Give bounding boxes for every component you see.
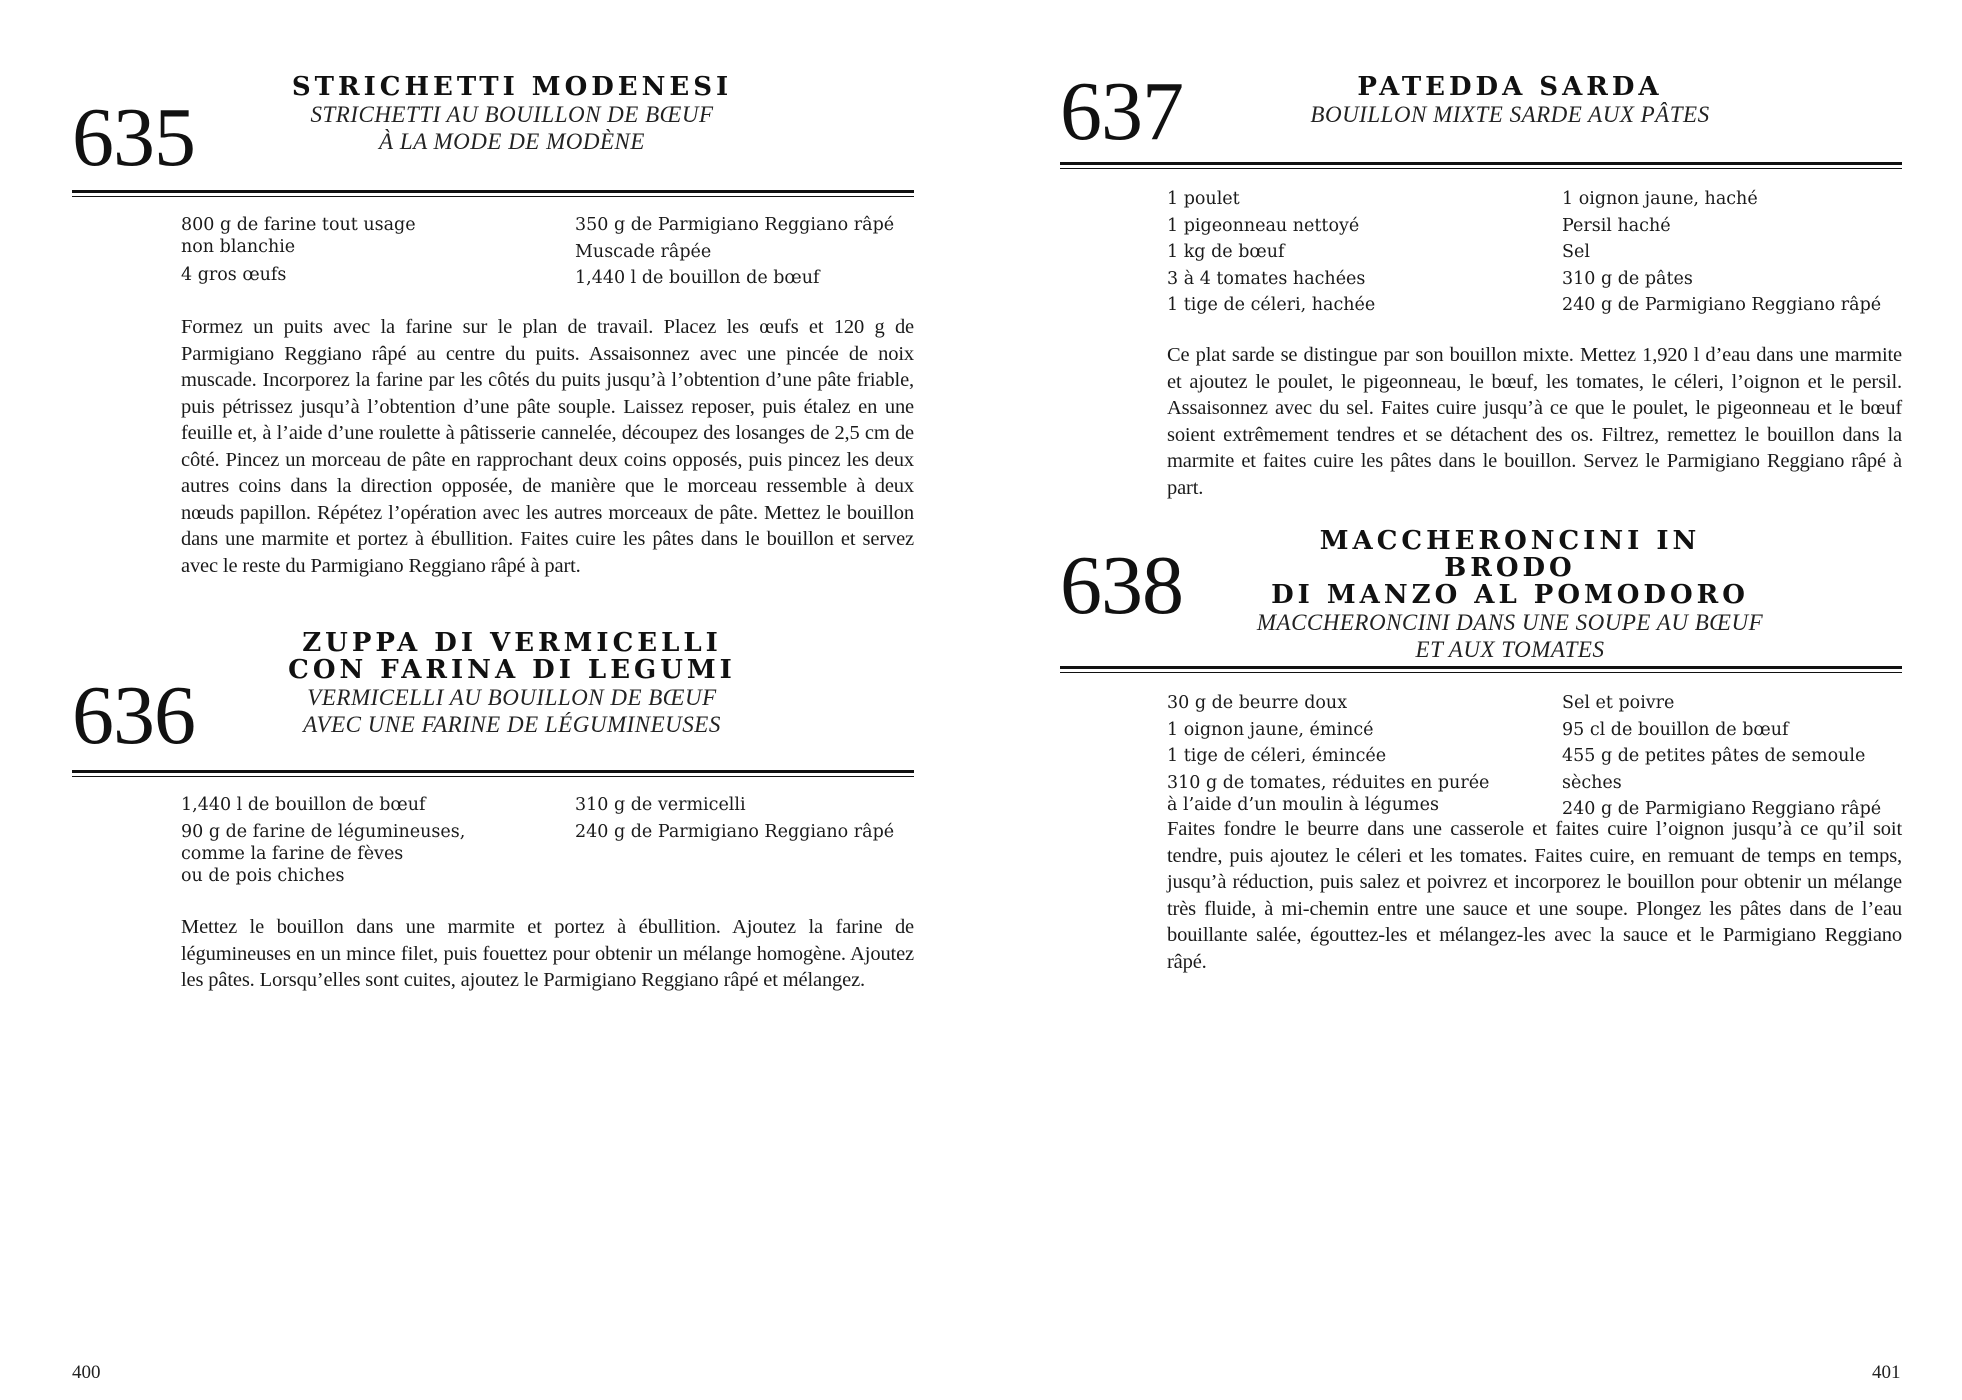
method-text: Mettez le bouillon dans une marmite et portez à ébullition. Ajoutez la farine de légumineuses en un mince filet, puis fouettez pour obtenir un mélange homogène. Ajoutez les pâtes. Lorsqu’elles sont cuites, ajoutez le Parmigiano Reggiano râpé et mélangez. — [181, 916, 914, 991]
ingredient-item: 1 tige de céleri, hachée — [1167, 295, 1376, 315]
recipe-636 — [72, 626, 914, 1006]
double-rule — [1060, 162, 1902, 165]
ingredient-item: 240 g de Parmigiano Reggiano râpé — [1562, 799, 1882, 819]
ingredient-item: 310 g de tomates, réduites en purée à l’aide d’un moulin à légumes — [1167, 772, 1490, 815]
french-subtitle: MACCHERONCINI DANS UNE SOUPE AU BŒUF — [1256, 610, 1764, 635]
italian-title: ZUPPA DI VERMICELLI — [302, 628, 722, 658]
ingredient-item: 1 kg de bœuf — [1167, 242, 1285, 262]
ingredients-column-2 — [1562, 690, 1902, 823]
ingredients-column-2 — [575, 792, 914, 845]
ingredient-item: 90 g de farine de légumineuses, comme la farine de fèves ou de pois chiches — [181, 821, 466, 886]
ingredient-item: Sel — [1562, 242, 1590, 262]
ingredient-item: 3 à 4 tomates hachées — [1167, 268, 1366, 289]
ingredients-column-1 — [1167, 186, 1547, 319]
ingredient-item: Sel et poivre — [1562, 693, 1675, 713]
recipe-number: 636 — [72, 669, 195, 762]
italian-title: MACCHERONCINI IN BRODO — [1319, 526, 1701, 583]
french-subtitle: AVEC UNE FARINE DE LÉGUMINEUSES — [303, 712, 721, 737]
ingredient-item: 1,440 l de bouillon de bœuf — [575, 268, 820, 288]
method-text: Ce plat sarde se distingue par son bouillon mixte. Mettez 1,920 l d’eau dans une marmite et ajoutez le poulet, le pigeonneau, le bœuf, les tomates, le céleri, l’oignon et le persil. Assaisonnez avec du sel. Faites cuire jusqu’à ce que le poulet, le pigeonneau et le bœuf soient extrêmement tendres et se détachent des os. Filtrez, remettez le bouillon dans la marmite et faites cuire les pâtes dans le bouillon. Servez le Parmigiano Reggiano râpé à part. — [1167, 344, 1902, 499]
ingredients-column-1 — [1167, 690, 1557, 820]
recipe-titles — [1250, 528, 1770, 663]
ingredient-item: 1 pigeonneau nettoyé — [1167, 215, 1360, 236]
ingredient-item: 310 g de pâtes — [1562, 268, 1693, 289]
right-page — [981, 0, 1962, 1400]
italian-title: STRICHETTI MODENESI — [291, 72, 733, 102]
ingredient-item: 310 g de vermicelli — [575, 795, 746, 815]
ingredients-column-1 — [181, 792, 561, 891]
ingredient-item: Muscade râpée — [575, 241, 712, 262]
ingredient-item: 455 g de petites pâtes de semoule sèches — [1562, 746, 1866, 793]
double-rule — [72, 190, 914, 193]
page-number: 401 — [1872, 1362, 1901, 1383]
ingredient-item: 30 g de beurre doux — [1167, 693, 1348, 713]
italian-title: CON FARINA DI LEGUMI — [288, 655, 736, 685]
french-subtitle: BOUILLON MIXTE SARDE AUX PÂTES — [1310, 102, 1710, 127]
recipe-number: 635 — [72, 91, 195, 184]
ingredient-item: 240 g de Parmigiano Reggiano râpé — [1562, 295, 1882, 315]
recipe-titles — [1270, 74, 1750, 128]
method-text: Formez un puits avec la farine sur le plan de travail. Placez les œufs et 120 g de Parmigiano Reggiano râpé au centre du puits. Assaisonnez avec une pincée de noix muscade. Incorporez la farine par les côtés du puits jusqu’à l’obtention d’une pâte friable, puis pétrissez jusqu’à l’obtention d’une pâte souple. Laissez reposer, puis étalez en une feuille et, à l’aide d’une roulette à pâtisserie cannelée, découpez des losanges de 2,5 cm de côté. Pincez un morceau de pâte en rapprochant deux coins opposés, puis pincez les deux autres coins dans la direction opposée, de manière que le morceau ressemble à deux nœuds papillon. Répétez l’opération avec les autres morceaux de pâte. Mettez le bouillon dans une marmite et portez à ébullition. Faites cuire les pâtes dans le bouillon et servez avec le reste du Parmigiano Reggiano râpé à part. — [181, 316, 914, 577]
italian-title: DI MANZO AL POMODORO — [1271, 580, 1749, 610]
ingredient-item: 4 gros œufs — [181, 265, 287, 285]
french-subtitle: À LA MODE DE MODÈNE — [379, 129, 645, 154]
ingredient-item: 800 g de farine tout usage non blanchie — [181, 215, 416, 257]
ingredients-column-2 — [1562, 186, 1902, 319]
recipe-637 — [1060, 65, 1902, 499]
recipe-number: 638 — [1060, 539, 1183, 632]
ingredient-item: 1 oignon jaune, haché — [1562, 189, 1758, 209]
french-subtitle: STRICHETTI AU BOUILLON DE BŒUF — [310, 102, 714, 127]
ingredients-column-1 — [181, 212, 561, 289]
ingredient-item: 1 oignon jaune, émincé — [1167, 719, 1374, 740]
ingredient-item: Persil haché — [1562, 215, 1671, 236]
ingredient-item: 350 g de Parmigiano Reggiano râpé — [575, 215, 895, 235]
method-text: Faites fondre le beurre dans une casserole et faites cuire l’oignon jusqu’à ce qu’il soit tendre, puis ajoutez le céleri et les tomates. Faites cuire, en remuant de temps en temps, jusqu’à réduction, puis salez et poivrez et incorporez le bouillon pour obtenir un mélange très fluide, à mi-chemin entre une sauce et une soupe. Plongez les pâtes dans de l’eau bouillante salée, égouttez-les et mélangez-les avec la sauce et le Parmigiano Reggiano râpé. — [1167, 818, 1902, 973]
page-number: 400 — [72, 1362, 101, 1383]
ingredient-item: 240 g de Parmigiano Reggiano râpé — [575, 821, 895, 842]
recipe-number: 637 — [1060, 65, 1183, 158]
ingredient-item: 1 poulet — [1167, 189, 1240, 209]
recipe-635 — [72, 72, 914, 592]
ingredient-item: 95 cl de bouillon de bœuf — [1562, 719, 1789, 740]
ingredients-column-2 — [575, 212, 914, 292]
recipe-titles — [272, 74, 752, 155]
french-subtitle: ET AUX TOMATES — [1415, 637, 1605, 662]
ingredient-item: 1 tige de céleri, émincée — [1167, 746, 1387, 766]
italian-title: PATEDDA SARDA — [1357, 72, 1663, 102]
double-rule — [72, 770, 914, 773]
french-subtitle: VERMICELLI AU BOUILLON DE BŒUF — [307, 685, 717, 710]
recipe-titles — [272, 630, 752, 738]
ingredient-item: 1,440 l de bouillon de bœuf — [181, 795, 426, 815]
double-rule — [1060, 666, 1902, 669]
recipe-638 — [1060, 524, 1902, 1004]
